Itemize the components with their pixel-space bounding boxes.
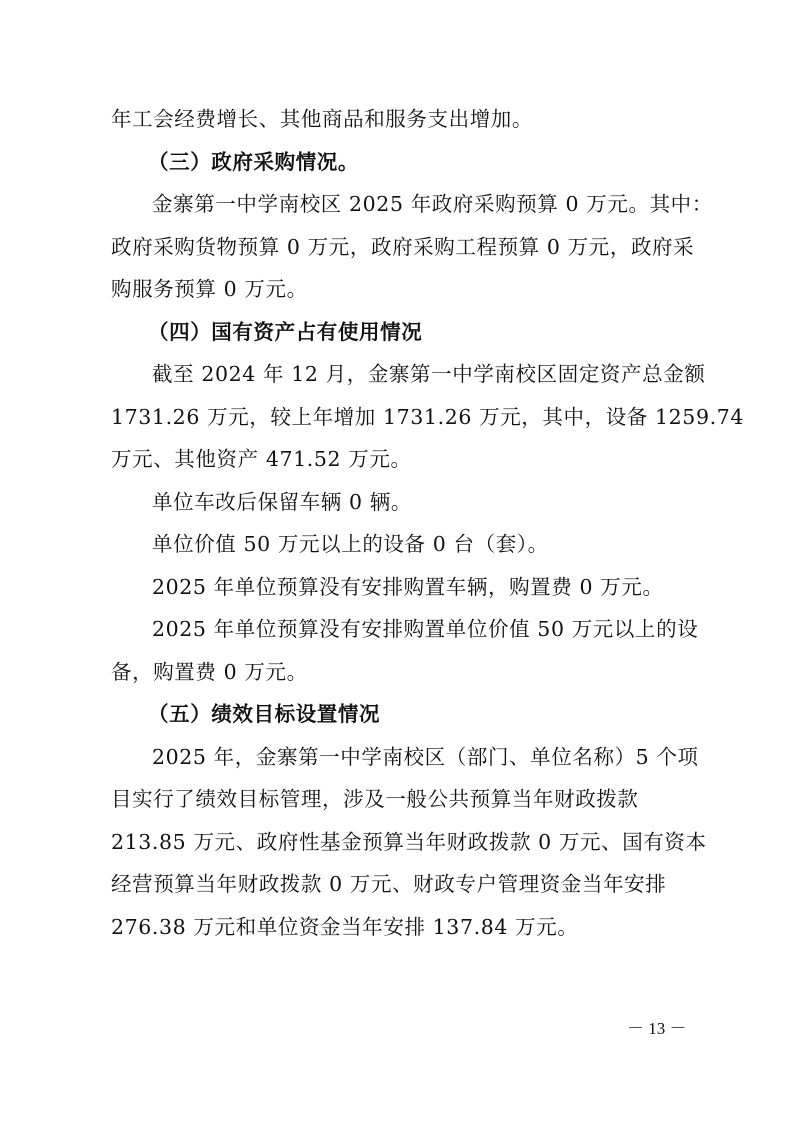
- text-line-11: 单位价值 50 万元以上的设备 0 台（套）。: [152, 532, 549, 556]
- section-heading-procurement: （三）政府采购情况。: [148, 150, 359, 174]
- text-line-16: 2025 年，金寨第一中学南校区（部门、单位名称）5 个项: [152, 745, 699, 769]
- text-line-8: 1731.26 万元，较上年增加 1731.26 万元，其中，设备 1259.74: [111, 405, 744, 429]
- text-line-4: 政府采购货物预算 0 万元，政府采购工程预算 0 万元，政府采: [111, 235, 695, 259]
- text-line-14: 备，购置费 0 万元。: [111, 660, 308, 684]
- text-line-10: 单位车改后保留车辆 0 辆。: [152, 490, 412, 514]
- text-line-3: 金寨第一中学南校区 2025 年政府采购预算 0 万元。其中：: [152, 192, 713, 216]
- text-line-20: 276.38 万元和单位资金当年安排 137.84 万元。: [111, 915, 579, 939]
- text-line-9: 万元、其他资产 471.52 万元。: [111, 447, 412, 471]
- page-number: － 13 －: [627, 1019, 687, 1038]
- text-line-17: 目实行了绩效目标管理，涉及一般公共预算当年财政拨款: [111, 787, 639, 811]
- text-line-13: 2025 年单位预算没有安排购置单位价值 50 万元以上的设: [152, 617, 699, 641]
- text-line-19: 经营预算当年财政拨款 0 万元、财政专户管理资金当年安排: [111, 872, 667, 896]
- text-line-7: 截至 2024 年 12 月，金寨第一中学南校区固定资产总金额: [152, 362, 706, 386]
- text-line-1: 年工会经费增长、其他商品和服务支出增加。: [111, 107, 533, 131]
- section-heading-performance: （五）绩效目标设置情况: [148, 702, 381, 726]
- section-heading-state-assets: （四）国有资产占有使用情况: [148, 320, 423, 344]
- text-line-12: 2025 年单位预算没有安排购置车辆，购置费 0 万元。: [152, 575, 664, 599]
- text-line-18: 213.85 万元、政府性基金预算当年财政拨款 0 万元、国有资本: [111, 830, 707, 854]
- text-line-5: 购服务预算 0 万元。: [111, 277, 308, 301]
